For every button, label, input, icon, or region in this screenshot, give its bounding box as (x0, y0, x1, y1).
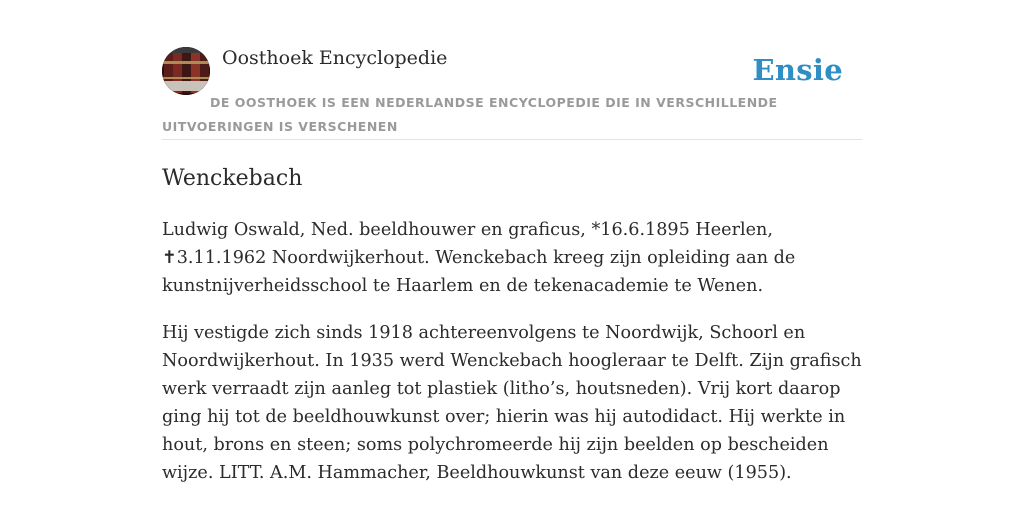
site-title[interactable]: Oosthoek Encyclopedie (222, 47, 448, 69)
entry-body (162, 216, 862, 506)
book-spines-icon[interactable] (162, 47, 210, 95)
entry-paragraph: Hij vestigde zich sinds 1918 achtereenvolgens te Noordwijk, Schoorl en Noordwijkerhout. In 1935 werd Wenckebach hoogleraar te Delft. Zijn grafisch werk verraadt zijn aanleg tot plastiek (litho’s, houtsneden). Vrij kort daarop ging hij tot de beeldhouwkunst over; hierin was hij autodidact. Hij werkte in hout, brons en steen; soms polychromeerde hij zijn beelden op bescheiden wijze. LITT. A.M. Hammacher, Beeldhouwkunst van deze eeuw (1955). (162, 323, 862, 483)
site-tagline: DE OOSTHOEK IS EEN NEDERLANDSE ENCYCLOPEDIE DIE IN VERSCHILLENDE UITVOERINGEN IS VERSCHENEN (162, 95, 778, 134)
brand-logo[interactable]: Ensie (752, 53, 843, 87)
entry-paragraph: Ludwig Oswald, Ned. beeldhouwer en graficus, *16.6.1895 Heerlen, ✝3.11.1962 Noordwijkerhout. Wenckebach kreeg zijn opleiding aan de kunstnijverheidsschool te Haarlem en de tekenacademie te Wenen. (162, 220, 796, 296)
site-header (162, 46, 862, 140)
entry-title: Wenckebach (162, 166, 303, 191)
